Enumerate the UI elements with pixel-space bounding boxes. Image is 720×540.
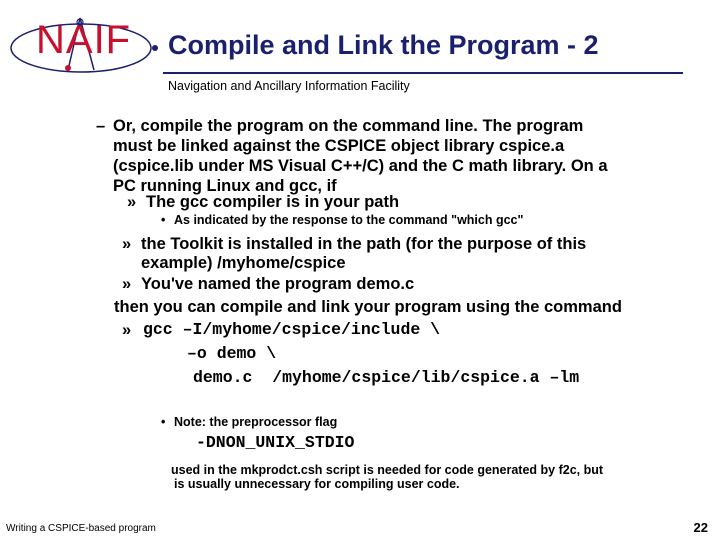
bullet-marker: »: [122, 321, 132, 339]
then-line: then you can compile and link your program using the command: [114, 298, 622, 316]
code-line-2: –o demo \: [187, 344, 277, 363]
para1-line1: Or, compile the program on the command line. The program: [113, 117, 584, 135]
page-number: 22: [693, 520, 708, 535]
sub-item-gcc: The gcc compiler is in your path: [146, 193, 400, 211]
bullet-marker: »: [122, 235, 132, 253]
code-line-1: gcc –I/myhome/cspice/include \: [143, 320, 441, 339]
note-line2: is usually unnecessary for compiling user code.: [174, 477, 460, 491]
para1-line4: PC running Linux and gcc, if: [113, 177, 337, 195]
para1-line2: must be linked against the CSPICE object library cspice.a: [113, 137, 565, 155]
dash-marker: –: [96, 117, 106, 135]
note-label: Note: the preprocessor flag: [174, 415, 338, 429]
sub-item-toolkit-line2: example) /myhome/cspice: [141, 254, 346, 272]
dot-marker: •: [161, 213, 166, 227]
page-subtitle: Navigation and Ancillary Information Facility: [168, 79, 410, 93]
bullet-marker: »: [122, 275, 132, 293]
note-line1: used in the mkprodct.csh script is needed for code generated by f2c, but: [171, 463, 604, 477]
page-title: Compile and Link the Program - 2: [168, 30, 599, 60]
bullet-marker: »: [127, 193, 137, 211]
sub-item-toolkit-line1: the Toolkit is installed in the path (for the purpose of this: [141, 235, 587, 253]
sub-note-which-gcc: As indicated by the response to the command "which gcc": [174, 213, 524, 227]
code-line-3: demo.c /myhome/cspice/lib/cspice.a –lm: [193, 368, 580, 387]
note-flag: -DNON_UNIX_STDIO: [196, 433, 355, 452]
dot-marker: •: [161, 415, 166, 429]
logo-text: NAIF: [36, 18, 132, 62]
footer-caption: Writing a CSPICE-based program: [6, 523, 156, 534]
sub-item-program-name: You've named the program demo.c: [141, 275, 415, 293]
para1-line3: (cspice.lib under MS Visual C++/C) and the C math library. On a: [113, 157, 608, 175]
